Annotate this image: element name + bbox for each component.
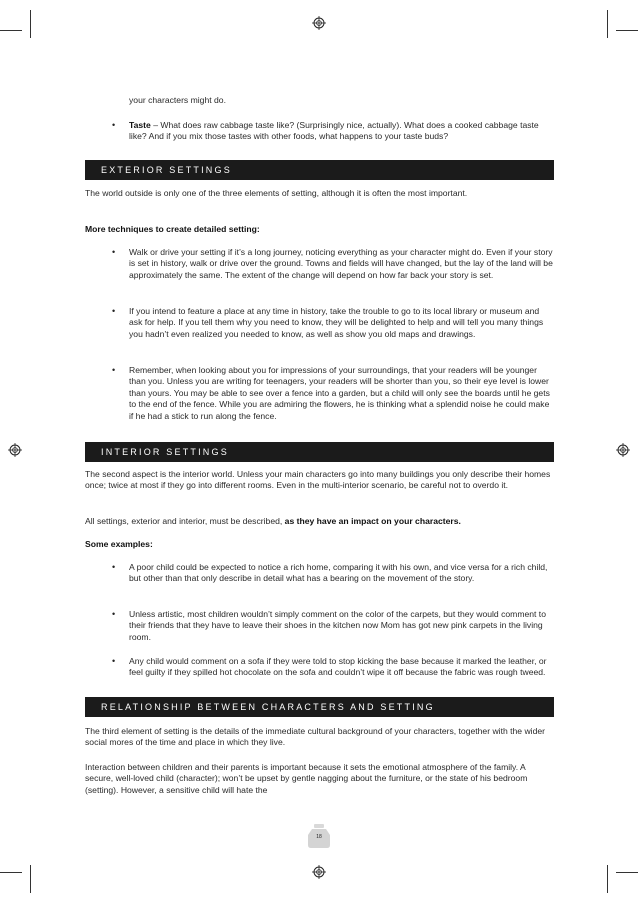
section-heading-exterior	[85, 160, 554, 180]
page-number: 18	[316, 834, 322, 840]
section-heading-text: RELATIONSHIP BETWEEN CHARACTERS AND SETTING	[101, 702, 435, 712]
section-heading-text: INTERIOR SETTINGS	[101, 447, 229, 457]
list-item: Remember, when looking about you for impressions of your surroundings, that your readers will be younger than you. Unless you are writing for teenagers, your readers will be shorter than you, so their eye level is lower than yours. You may be able to see over a fence into a garden, but a child will only see the boards until he gets to the end of the fence. While you are admiring the flowers, he is thinking what a splendid noise he could make if he had a stick to run along the fence.	[129, 365, 550, 421]
registration-mark-icon	[312, 16, 326, 30]
bullet-icon: •	[112, 562, 116, 572]
crop-mark	[30, 865, 31, 893]
taste-text: – What does raw cabbage taste like? (Surprisingly nice, actually). What does a cooked cabbage taste like? And if you mix those tastes with other foods, what happens to your taste buds?	[129, 120, 539, 142]
crop-mark	[0, 30, 22, 31]
exterior-subheading: More techniques to create detailed setting:	[85, 224, 260, 234]
all-settings-plain: All settings, exterior and interior, must be described,	[85, 516, 285, 526]
relationship-para-1: The third element of setting is the details of the immediate cultural background of your characters, together with the wider social mores of the time and place in which they live.	[85, 726, 546, 748]
section-heading-interior	[85, 442, 554, 462]
section-heading-text: EXTERIOR SETTINGS	[101, 165, 232, 175]
list-item: Any child would comment on a sofa if they were told to stop kicking the base because it marked the leather, or feel guilty if they spilled hot chocolate on the sofa and couldn’t wipe it off because the fabric was rough tweed.	[129, 656, 547, 678]
all-settings-statement	[85, 516, 555, 527]
registration-mark-icon	[616, 443, 630, 457]
interior-subheading: Some examples:	[85, 539, 153, 549]
all-settings-bold: as they have an impact on your characters.	[284, 516, 461, 526]
bullet-icon: •	[112, 306, 116, 316]
crop-mark	[30, 10, 31, 38]
crop-mark	[607, 865, 608, 893]
bullet-icon: •	[112, 247, 116, 257]
registration-mark-icon	[312, 865, 326, 879]
bullet-icon: •	[112, 656, 116, 666]
crop-mark	[616, 30, 638, 31]
crop-mark	[616, 872, 638, 873]
taste-item	[129, 120, 553, 143]
registration-mark-icon	[8, 443, 22, 457]
list-item: A poor child could be expected to notice a rich home, comparing it with his own, and vice versa for a rich child, but other than that only describe in detail what has a bearing on the movement of the story.	[129, 562, 548, 584]
interior-intro: The second aspect is the interior world. Unless your main characters go into many buildings you only describe their homes once; twice at most if they go into different rooms. Even in the multi-interior scenario, be careful not to overdo it.	[85, 469, 551, 491]
crop-mark	[0, 872, 22, 873]
section-heading-relationship	[85, 697, 554, 717]
list-item: If you intend to feature a place at any time in history, take the trouble to go to its local library or museum and ask for help. If you tell them why you need to know, they will be delighted to help and will tell you many things you hadn’t even realized you needed to know, as well as show you old maps and drawings.	[129, 306, 544, 339]
taste-label: Taste	[129, 120, 151, 130]
bullet-icon: •	[112, 365, 116, 375]
bullet-icon: •	[112, 609, 116, 619]
exterior-intro: The world outside is only one of the three elements of setting, although it is often the most important.	[85, 188, 468, 198]
crop-mark	[607, 10, 608, 38]
relationship-para-2: Interaction between children and their parents is important because it sets the emotional atmosphere of the family. A secure, well-loved child (character); won’t be upset by gentle nagging about the furniture, or the state of his bedroom (setting). However, a sensitive child will hate the	[85, 762, 528, 795]
continuation-text: your characters might do.	[129, 95, 226, 105]
list-item: Unless artistic, most children wouldn’t simply comment on the color of the carpets, but they would comment to their friends that they have to leave their shoes in the kitchen now Mom has got new pink carpets in the living room.	[129, 609, 546, 642]
page-number-badge	[304, 823, 334, 849]
list-item: Walk or drive your setting if it’s a long journey, noticing everything as your character might do. Even if your story is set in history, walk or drive over the ground. Towns and fields will have changed, but the lay of the land will be approximately the same. The extent of the change will depend on how far back your story is set.	[129, 247, 553, 280]
bullet-icon: •	[112, 120, 116, 130]
